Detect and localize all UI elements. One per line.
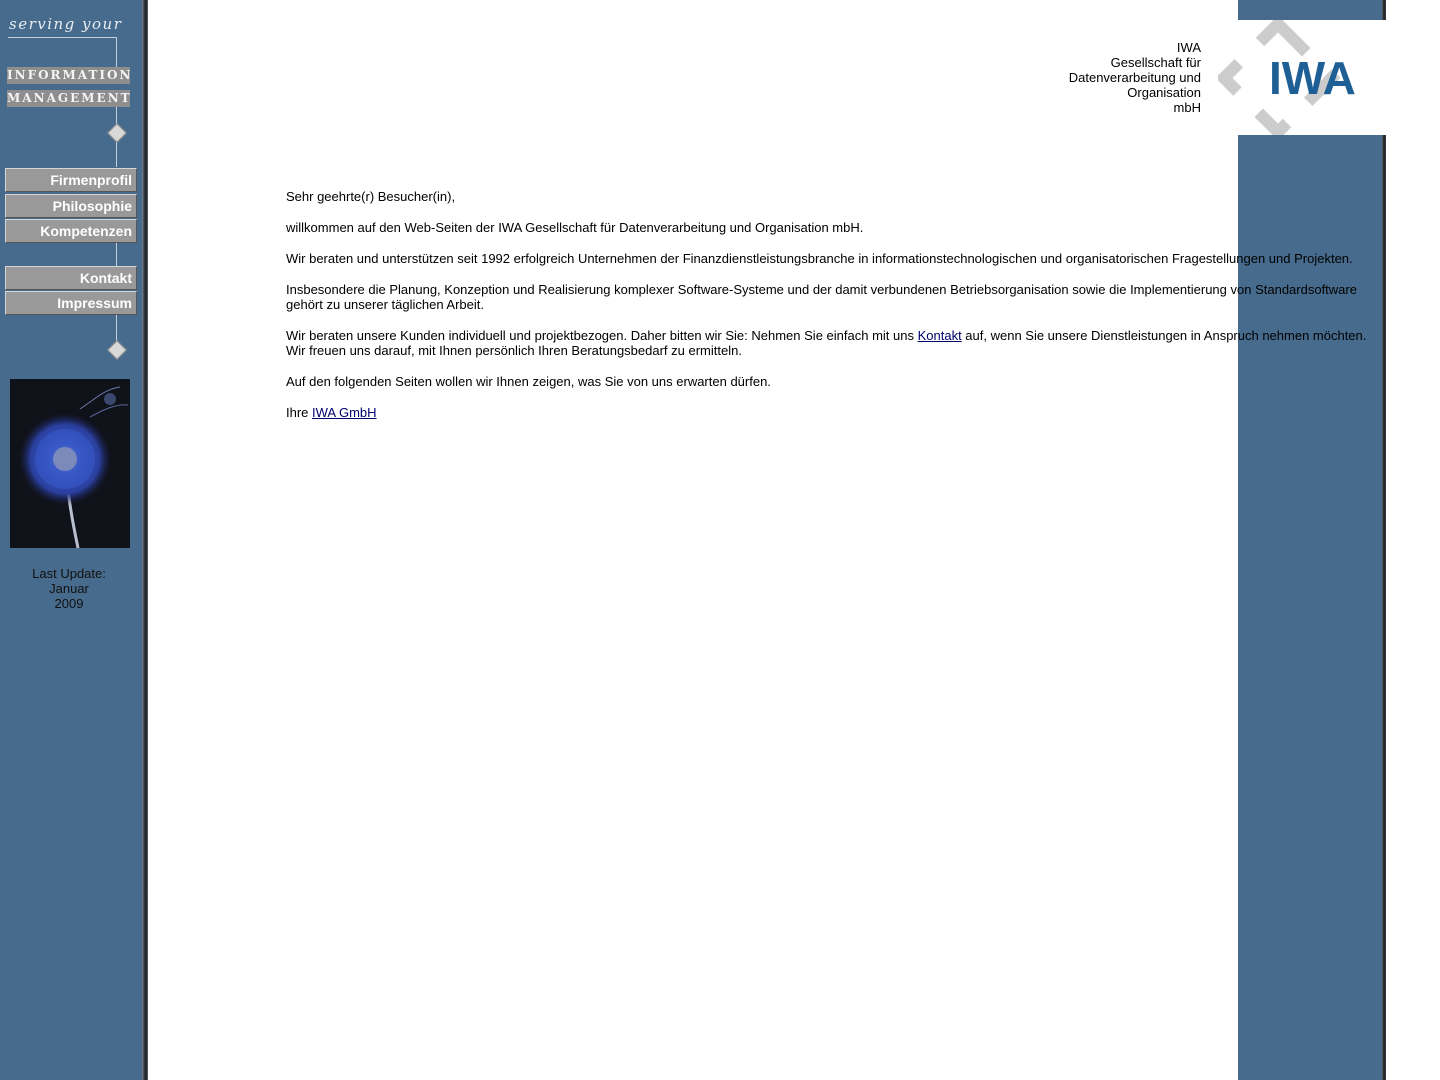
last-update-label: Last Update:: [32, 566, 106, 581]
nav-kontakt-button[interactable]: [5, 266, 137, 290]
text: Wir beraten unsere Kunden individuell und projektbezogen. Daher bitten wir Sie: Nehmen Sie einfach mit uns: [286, 328, 918, 343]
nav-label: Kompetenzen: [40, 223, 132, 239]
text: Ihre: [286, 405, 313, 420]
nav-impressum-button[interactable]: [5, 291, 137, 315]
company-line: IWA: [1176, 40, 1201, 55]
last-update-month: Januar: [49, 581, 89, 596]
company-line: Datenverarbeitung und: [1068, 70, 1201, 85]
nav-label: Impressum: [57, 295, 132, 311]
logo-text: IWA: [1269, 52, 1356, 104]
text: auf, wenn Sie unsere Dienstleistungen in Anspruch nehmen möchten. Wir freuen uns darauf, mit Ihnen persönlich Ihren Beratungsbedarf zu ermitteln.: [286, 328, 1367, 358]
signature: [286, 405, 1386, 420]
sidebar-edge: [142, 0, 148, 1080]
paragraph-intro: Auf den folgenden Seiten wollen wir Ihnen zeigen, was Sie von uns erwarten dürfen.: [286, 374, 771, 389]
paragraph-services: Insbesondere die Planung, Konzeption und Realisierung komplexer Software-Systeme und der damit verbundenen Betriebsorganisation sowie die Implementierung von Standardsoftware gehört zu unserer täglichen Arbeit.: [286, 282, 1357, 312]
dandelion-image: [10, 379, 130, 548]
paragraph-contact: [286, 328, 1386, 358]
nav-philosophie-button[interactable]: [5, 194, 137, 218]
nav-kompetenzen-button[interactable]: [5, 219, 137, 243]
nav-label: Philosophie: [52, 198, 132, 214]
tagline: serving your: [9, 15, 123, 33]
paragraph-welcome: willkommen auf den Web-Seiten der IWA Gesellschaft für Datenverarbeitung und Organisation mbH.: [286, 220, 864, 235]
company-line: Organisation: [1127, 85, 1201, 100]
right-band: [1238, 0, 1382, 1080]
diamond-icon: [107, 340, 127, 360]
last-update: [0, 566, 138, 611]
paragraph-about: Wir beraten und unterstützen seit 1992 erfolgreich Unternehmen der Finanzdienstleistungsbranche in informationstechnologischen und organisatorischen Fragestellungen und Projekten.: [286, 251, 1353, 266]
right-edge: [1382, 0, 1386, 1080]
divider: [116, 37, 117, 67]
last-update-year: 2009: [54, 596, 84, 611]
iwa-logo: [1218, 20, 1386, 135]
company-line: mbH: [1173, 100, 1201, 115]
company-line: Gesellschaft für: [1110, 55, 1201, 70]
diamond-icon: [107, 123, 127, 143]
kontakt-link[interactable]: Kontakt: [917, 328, 962, 343]
greeting: Sehr geehrte(r) Besucher(in),: [286, 189, 456, 204]
main-content: [286, 189, 1386, 436]
nav-label: Kontakt: [79, 270, 132, 286]
divider: [8, 37, 117, 38]
tagline-band-information: INFORMATION: [7, 68, 133, 82]
nav-firmenprofil-button[interactable]: [5, 168, 137, 192]
tagline-band-management: MANAGEMENT: [7, 91, 132, 105]
sidebar: [0, 0, 142, 1080]
nav-label: Firmenprofil: [50, 172, 132, 188]
iwa-gmbh-link[interactable]: IWA GmbH: [312, 405, 377, 420]
divider: [116, 243, 117, 266]
company-name: [1040, 40, 1201, 115]
